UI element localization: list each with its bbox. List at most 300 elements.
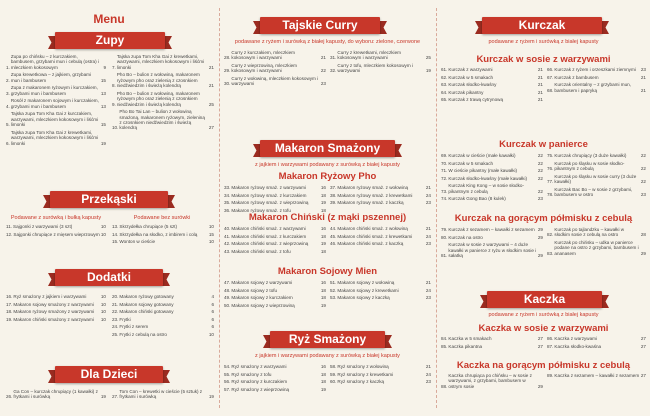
menu-item-number: 63. <box>441 82 448 88</box>
menu-item-price: 10 <box>100 301 106 307</box>
kaczka-sos-list-left <box>441 336 543 351</box>
menu-item-number: 27. <box>112 394 119 400</box>
menu-item-name: Kurczak po śląsku w sosie curry (3 duże kawałki) <box>554 173 637 184</box>
menu-item-name: Makaron ryżowy smaż. z krewetkami <box>337 192 413 198</box>
menu-item-name: Makaron sojowy z kaczką <box>337 295 390 301</box>
menu-item <box>224 303 326 308</box>
kurczak-goracy-list-right <box>547 227 646 258</box>
menu-item-number: 13. <box>112 224 119 229</box>
menu-item-name: Skrzydełka chrupiące (5 szt) <box>119 224 178 229</box>
menu-item <box>224 288 326 293</box>
menu-item-name: Makaron chiński smaż. z kaczką <box>337 241 404 247</box>
kurczak-sos-list-left <box>441 67 543 105</box>
menu-item-price: 19 <box>100 394 106 400</box>
menu-item-number: 67. <box>547 74 554 80</box>
menu-item <box>547 240 646 256</box>
menu-item-name: Kurczak na ostro <box>448 234 483 240</box>
kurczak-panierce-list-right <box>547 153 646 200</box>
menu-item-price: 27 <box>640 373 646 378</box>
menu-item-name: Makaron ryżowy smażony z warzywami <box>13 309 95 315</box>
menu-item-price: 22 <box>640 166 646 171</box>
makaron-banner: Makaron Smażony <box>260 140 395 157</box>
menu-item-number: 59. <box>330 371 337 377</box>
menu-item <box>112 232 214 237</box>
menu-item-number: 74. <box>441 196 448 202</box>
menu-item-name: Kurczak w 5 smakach <box>448 74 494 80</box>
menu-item <box>547 75 646 80</box>
menu-item-name: Kurczak z warzywami <box>448 67 493 72</box>
menu-item <box>224 63 326 74</box>
menu-item-name: Makaron sojowy z wołowiną <box>337 280 395 285</box>
menu-item-price: 29 <box>537 253 543 258</box>
column-right <box>437 0 650 416</box>
menu-item-name: Tajska zupa Tom Kha Gai z kurczakiem, warzywami, mleczkiem kokosowym i liśćmi limonki <box>10 111 99 128</box>
menu-item-name: Kurczak w cieście (małe kawałki) <box>448 153 516 158</box>
menu-item <box>330 185 431 190</box>
menu-item-number: 37. <box>330 185 337 190</box>
menu-item <box>112 224 214 229</box>
menu-item-number: 82. <box>547 232 554 238</box>
menu-item-price: 15 <box>100 77 106 83</box>
menu-item-number: 10. <box>112 125 119 131</box>
menu-item-price: 22 <box>640 153 646 158</box>
menu-item-price: 22 <box>537 160 543 166</box>
menu-item-number: 68. <box>547 87 554 93</box>
menu-item-name: Kurczak w sosie z warzywami – 4 duże kawałki w panierce z ryżu w słodkim sosie i sałatką <box>448 242 537 258</box>
menu-item-number: 30. <box>224 81 231 87</box>
tajskie-curry-banner: Tajskie Curry <box>260 17 380 34</box>
menu-item <box>224 295 326 300</box>
menu-item-price: 6 <box>211 316 214 322</box>
menu-item-name: Ryż smażony z kurczakiem <box>231 379 288 385</box>
ryz-smazony-banner: Ryż Smażony <box>270 331 385 348</box>
menu-item-number: 8. <box>112 83 116 89</box>
kurczak-sos-list-right <box>547 67 646 95</box>
menu-item <box>224 193 326 198</box>
menu-item <box>224 226 326 231</box>
menu-item-name: Curry z krewetkami, mleczkiem kokosowym i warzywami <box>337 50 401 61</box>
dodatki-banner: Dodatki <box>55 269 163 286</box>
menu-item-price: 24 <box>425 233 431 239</box>
menu-item-price: 19 <box>425 68 431 74</box>
makaron-sojowy-list-right <box>330 280 431 303</box>
menu-item <box>330 193 431 198</box>
menu-item <box>330 50 431 61</box>
menu-item <box>330 364 431 369</box>
menu-item <box>224 200 326 205</box>
menu-item <box>224 364 326 369</box>
menu-item-number: 45. <box>330 233 337 239</box>
menu-item-name: Makaron sojowy z krewetkami <box>337 287 399 293</box>
menu-item-number: 80. <box>441 234 448 240</box>
menu-item-name: Kurczak z bambusem <box>554 74 599 80</box>
menu-item-number: 15. <box>112 239 119 245</box>
menu-item-number: 41. <box>224 233 231 239</box>
zupy-list-right <box>112 54 214 133</box>
dla-dzieci-list-right <box>112 389 214 402</box>
menu-item-number: 32. <box>330 68 337 74</box>
kaczka-goracy-list-left <box>441 373 543 391</box>
makaron-ryzowy-list-right <box>330 185 431 208</box>
menu-item-name: Kurczak Gong Bao (8 kulek) <box>448 196 506 202</box>
menu-item-price: 18 <box>320 192 326 198</box>
zupy-list-left <box>6 54 106 148</box>
menu-item-price: 16 <box>320 364 326 369</box>
menu-item-name: Makaron sojowy z wieprzowiną <box>231 302 295 308</box>
menu-item-price: 21 <box>425 226 431 231</box>
menu-item-price: 21 <box>537 89 543 95</box>
menu-item-number: 17. <box>6 301 13 307</box>
menu-item-number: 85. <box>441 343 448 349</box>
menu-item-name: Makaron chiński smaż. z wołowiną <box>337 226 408 231</box>
menu-item-number: 79. <box>441 227 448 232</box>
menu-item <box>224 234 326 239</box>
menu-item-price: 15 <box>100 122 106 128</box>
menu-item-number: 87. <box>547 343 554 349</box>
menu-item-name: Curry z wołowiną, mleczkiem kokosowym i warzywami <box>231 76 319 87</box>
menu-item-name: Pho Bo – bulion z wołowiną, makaronem ryżowym pho oraz zielenią z czosnkiem niedźwiedzim i świeżą kolendrą <box>116 90 200 107</box>
dla-dzieci-banner: Dla Dzieci <box>55 366 163 383</box>
menu-item <box>6 111 106 127</box>
menu-item <box>441 153 543 158</box>
menu-item-price: 27 <box>208 125 214 131</box>
menu-item-name: Makaron sojowy z warzywami <box>231 280 293 285</box>
menu-item <box>441 344 543 349</box>
menu-item-name: Makaron ryżowy smaż. z wieprzowiną <box>231 200 309 206</box>
menu-item-name: Tajska zupa Tom Kha Gai z krewetkami, warzywami, mleczkiem kokosowym i liśćmi limonki <box>10 129 99 146</box>
menu-item-number: 84. <box>441 336 448 341</box>
menu-item-price: 24 <box>425 371 431 377</box>
menu-item-name: Makaron ryżowy gotowany <box>119 294 174 299</box>
kaczka-sos-heading: Kaczka w sosie z warzywami <box>478 323 609 334</box>
menu-item-number: 7. <box>112 64 116 70</box>
menu-item <box>112 54 214 70</box>
menu-item-name: Makaron ryżowy smaż. z kaczką <box>337 200 404 206</box>
menu-item-number: 48. <box>224 287 231 293</box>
menu-item <box>441 168 543 173</box>
menu-item-number: 57. <box>224 386 231 392</box>
makaron-sojowy-list-left <box>224 280 326 310</box>
menu-item-number: 77. <box>547 179 554 184</box>
menu-item-number: 51. <box>330 280 337 285</box>
makaron-chinski-list-right <box>330 226 431 249</box>
menu-item-price: 18 <box>320 379 326 385</box>
menu-item-name: Ryż smażony z wieprzowiną <box>231 386 290 392</box>
menu-item-number: 61. <box>441 67 448 72</box>
menu-item-number: 11. <box>6 224 13 229</box>
makaron-ryzowy-heading: Makaron Ryżowy Pho <box>278 171 377 182</box>
menu-item-name: Kurczak słodko-kwaśny (małe kawałki) <box>448 175 528 181</box>
menu-item-number: 55. <box>224 371 231 377</box>
menu-item-name: Skrzydełka na słodko, z imbirem i colą <box>119 231 198 237</box>
menu-item-price: 21 <box>537 67 543 72</box>
menu-item-name: Kurczak po chińsku – udka w panierce podane na ostro z grzybami, bambusem i ananasem <box>554 240 639 256</box>
menu-item-name: Wonton w cieście <box>119 239 156 245</box>
menu-item-name: Ryż smażony z krewetkami <box>337 371 394 377</box>
menu-item-price: 23 <box>320 81 326 87</box>
menu-item <box>547 153 646 158</box>
menu-item-name: Pho Bo – bulion z wołowiną, makaronem ryżowym pho oraz zielenią z czosnkiem niedźwiedzim i świeżą kolendrą <box>116 72 200 89</box>
menu-item-name: Kaczka chrupiąca po chińsku – w sosie z warzywami, z grzybami, bambusem w ostrym sosie <box>448 373 532 389</box>
menu-item-name: Kurczak orientalny – z grzybami mun, bambusem i papryką <box>554 82 631 93</box>
menu-item-number: 62. <box>441 74 448 80</box>
tajskie-list-left <box>224 50 326 89</box>
menu-item-number: 66. <box>547 67 554 72</box>
menu-item-name: Tajska zupa Tom Kha Gai z krewetkami, warzywami, mleczkiem kokosowym i liśćmi limonki <box>116 54 205 70</box>
menu-item-number: 50. <box>224 302 231 308</box>
menu-item <box>547 161 646 172</box>
menu-item-name: Curry z wieprzowiną, mleczkiem kokosowym i warzywami <box>231 63 297 74</box>
menu-item-name: Ryż smażony z warzywami <box>231 364 287 369</box>
kaczka-goracy-heading: Kaczka na gorącym półmisku z cebulą <box>456 360 631 371</box>
menu-item-number: 69. <box>441 153 448 158</box>
menu-item-price: 21 <box>537 97 543 103</box>
menu-item-price: 10 <box>100 309 106 315</box>
menu-item <box>441 336 543 341</box>
menu-item-price: 25 <box>425 55 431 61</box>
menu-item <box>441 235 543 240</box>
menu-item-price: 19 <box>320 302 326 308</box>
menu-item-number: 49. <box>224 295 231 301</box>
menu-item-price: 18 <box>320 233 326 239</box>
menu-item-number: 18. <box>6 309 13 315</box>
menu-item-price: 23 <box>425 200 431 206</box>
menu-item <box>330 234 431 239</box>
menu-item-price: 27 <box>640 343 646 349</box>
makaron-chinski-heading: Makaron Chiński (z mąki pszennej) <box>248 212 407 223</box>
przekaski-note-left: Podawane z surówką i bułką kapusty <box>10 215 102 221</box>
menu-item-price: 28 <box>640 232 646 238</box>
menu-item-name: Kurczak Bac Bo – w sosie z grzybami, bambusem w ostro <box>554 186 633 197</box>
menu-item-name: Kurczak chrupiący (3 duże kawałki) <box>554 153 627 158</box>
kurczak-panierce-list-left <box>441 153 543 204</box>
menu-item-price: 10 <box>208 239 214 245</box>
menu-item-price: 10 <box>100 231 106 237</box>
menu-item-number: 43. <box>224 248 231 254</box>
tajskie-list-right <box>330 50 431 76</box>
menu-item-price: 21 <box>208 83 214 89</box>
menu-item-number: 52. <box>330 287 337 293</box>
menu-item-number: 36. <box>224 207 231 213</box>
ryz-list-right <box>330 364 431 387</box>
menu-item <box>6 302 106 307</box>
kurczak-panierce-heading: Kurczak w panierce <box>499 139 588 150</box>
menu-item <box>441 196 543 201</box>
menu-item-name: Makaron sojowy gotowany <box>119 301 174 307</box>
menu-item-price: 21 <box>320 55 326 61</box>
menu-item-name: Kurczak pikantny <box>448 89 484 95</box>
menu-item-number: 78. <box>547 192 554 197</box>
menu-item-name: Zupa po chińsku – z kurczakiem, bambusem, grzybami mun i cebulą (ostra) i mleczkiem kokosowym <box>10 54 99 70</box>
menu-item <box>6 98 106 109</box>
menu-item <box>441 183 543 194</box>
kurczak-goracy-heading: Kurczak na gorącym półmisku z cebulą <box>454 213 633 224</box>
menu-item-price: 29 <box>640 250 646 256</box>
menu-item-price: 10 <box>100 316 106 322</box>
menu-item-price: 23 <box>425 295 431 301</box>
menu-item-number: 89. <box>547 373 554 378</box>
menu-title: Menu <box>93 12 125 26</box>
menu-item-name: Makaron ryżowy smaż. z wołowiną <box>337 185 409 190</box>
kaczka-goracy-list-right <box>547 373 646 381</box>
menu-item-name: Kurczak po tajlandzku – kawałki w słodkim sosie z cebulą na ostro <box>554 227 625 238</box>
menu-item <box>6 54 106 70</box>
menu-item <box>441 67 543 72</box>
menu-item-number: 3. <box>6 90 10 96</box>
dodatki-list-right <box>112 294 214 340</box>
menu-item-name: Makaron chiński smaż. z kurczakiem <box>231 233 307 239</box>
menu-item <box>112 309 214 314</box>
menu-item-price: 21 <box>425 364 431 369</box>
menu-item-price: 6 <box>211 324 214 330</box>
menu-item-name: Kaczka słodko-kwaśna <box>554 343 602 349</box>
menu-item <box>547 67 646 72</box>
menu-item-number: 20. <box>112 294 119 299</box>
menu-item-name: Kaczka z warzywami <box>554 336 598 341</box>
menu-item-price: 18 <box>320 248 326 254</box>
menu-item-price: 24 <box>425 287 431 293</box>
menu-item-name: Kurczak słodko-kwaśny <box>448 82 497 88</box>
ryz-list-left <box>224 364 326 394</box>
menu-item-name: Makaron chiński smaż. z wieprzowiną <box>231 241 309 247</box>
menu-item-name: Makaron chiński gotowany <box>119 309 174 315</box>
menu-item <box>224 387 326 392</box>
menu-item <box>6 389 106 400</box>
menu-item <box>112 91 214 107</box>
menu-item-price: 6 <box>211 301 214 307</box>
menu-item-name: Zupa krewetkowa – z jajkiem, grzybami mun i bambusem <box>10 72 92 83</box>
menu-item-name: Ryż smażony z tofu <box>231 371 272 377</box>
menu-item-price: 21 <box>640 74 646 80</box>
menu-item-price: 21 <box>425 185 431 190</box>
menu-item <box>112 324 214 329</box>
menu-item-name: Makaron chiński smaż. z krewetkami <box>337 233 413 239</box>
menu-item-name: Makaron chiński smaż. z tofu <box>231 248 291 254</box>
menu-item <box>112 294 214 299</box>
kurczak-note: podawane z ryżem i surówką z białej kapusty <box>488 39 599 45</box>
menu-item-name: Sajgonki z warzywami (3 szt) <box>13 224 73 229</box>
menu-item-number: 83. <box>547 250 554 256</box>
menu-item-price: 18 <box>320 371 326 377</box>
menu-item <box>112 389 214 400</box>
menu-item-name: Ryż smażony z kaczką <box>337 379 385 385</box>
menu-item-price: 22 <box>640 179 646 184</box>
menu-item-price: 25 <box>208 101 214 107</box>
menu-item-number: 2. <box>6 77 10 83</box>
menu-item-number: 16. <box>6 294 13 299</box>
menu-item-price: 15 <box>208 231 214 237</box>
menu-item-number: 64. <box>441 89 448 95</box>
menu-item <box>6 317 106 322</box>
menu-item-price: 21 <box>537 82 543 88</box>
column-middle <box>220 0 435 416</box>
menu-item-price: 16 <box>320 226 326 231</box>
menu-item-price: 23 <box>640 67 646 72</box>
menu-item-number: 28. <box>224 55 231 61</box>
menu-item-name: Makaron ryżowy smaż. z kurczakiem <box>231 192 307 198</box>
menu-item-number: 38. <box>330 192 337 198</box>
menu-item-number: 25. <box>112 331 119 337</box>
przekaski-banner: Przekąski <box>50 191 168 208</box>
makaron-note: z jajkiem i warzywami podawany z surówką z białej kapusty <box>255 162 400 168</box>
menu-item-price: 19 <box>320 241 326 247</box>
menu-item <box>112 109 214 131</box>
menu-item <box>330 63 431 74</box>
menu-item-price: 23 <box>425 379 431 385</box>
menu-item-name: Zupa z makaronem ryżowym i kurczakiem, grzybami mun i bambusem <box>10 85 98 96</box>
menu-item-price: 19 <box>320 200 326 206</box>
menu-item-price: 27 <box>537 343 543 349</box>
przekaski-list-left <box>6 224 106 239</box>
menu-item-price: 23 <box>537 196 543 202</box>
menu-item <box>224 249 326 254</box>
menu-item-price: 10 <box>208 224 214 229</box>
menu-item <box>330 280 431 285</box>
menu-item-name: Frytki z cebulą na ostro <box>119 331 167 337</box>
menu-item-name: Makaron sojowy smażony z warzywami <box>13 301 94 307</box>
menu-item <box>441 75 543 80</box>
menu-item-number: 75. <box>547 153 554 158</box>
menu-item-price: 24 <box>425 192 431 198</box>
menu-item-number: 31. <box>330 55 337 61</box>
tajskie-curry-note: podawane z ryżem i surówką z białej kapusty, do wyboru: zielone, czerwone <box>234 39 421 45</box>
menu-item <box>441 97 543 102</box>
menu-item-number: 9. <box>112 101 116 107</box>
menu-item <box>224 241 326 246</box>
menu-item-price: 10 <box>100 294 106 299</box>
menu-item-price: 4 <box>211 294 214 299</box>
menu-item <box>330 372 431 377</box>
menu-item-name: Tom Con – krewetki w cieście (5 sztuk) z frytkami i surówką <box>119 389 203 400</box>
kurczak-goracy-list-left <box>441 227 543 261</box>
menu-item <box>441 161 543 166</box>
dodatki-list-left <box>6 294 106 324</box>
menu-item-number: 56. <box>224 379 231 385</box>
menu-item-price: 18 <box>320 287 326 293</box>
menu-item-price: 29 <box>537 383 543 389</box>
menu-item <box>330 379 431 384</box>
menu-item <box>6 232 106 237</box>
menu-item-number: 60. <box>330 379 337 385</box>
menu-item-name: Ryż smażony z jajkiem i warzywami <box>13 294 87 299</box>
menu-item-number: 39. <box>330 200 337 206</box>
menu-item-price: 6 <box>211 309 214 315</box>
menu-item-number: 76. <box>547 166 554 171</box>
menu-item <box>330 288 431 293</box>
menu-item-price: 22 <box>537 168 543 174</box>
menu-item-number: 86. <box>547 336 554 341</box>
menu-item-price: 16 <box>320 280 326 285</box>
menu-item-name: Frytki <box>119 316 131 322</box>
dla-dzieci-list-left <box>6 389 106 402</box>
menu-item-price: 9 <box>103 64 106 70</box>
makaron-sojowy-heading: Makaron Sojowy Mien <box>277 266 378 277</box>
menu-item <box>6 309 106 314</box>
menu-item-number: 58. <box>330 364 337 369</box>
menu-item-number: 5. <box>6 122 10 128</box>
menu-item-number: 26. <box>6 394 13 400</box>
menu-item <box>224 372 326 377</box>
menu-item-name: Makaron chiński smaż. z warzywami <box>231 226 306 231</box>
menu-item-name: Kaczka z sezamem – kawałki z sezamem <box>554 373 640 378</box>
menu-item <box>547 373 646 378</box>
menu-item <box>330 295 431 300</box>
menu-item-number: 4. <box>6 103 10 109</box>
ryz-smazony-note: z jajkiem i warzywami podawany z surówką z białej kapusty <box>255 353 400 359</box>
menu-item-number: 40. <box>224 226 231 231</box>
menu-item <box>441 90 543 95</box>
makaron-ryzowy-list-left <box>224 185 326 215</box>
